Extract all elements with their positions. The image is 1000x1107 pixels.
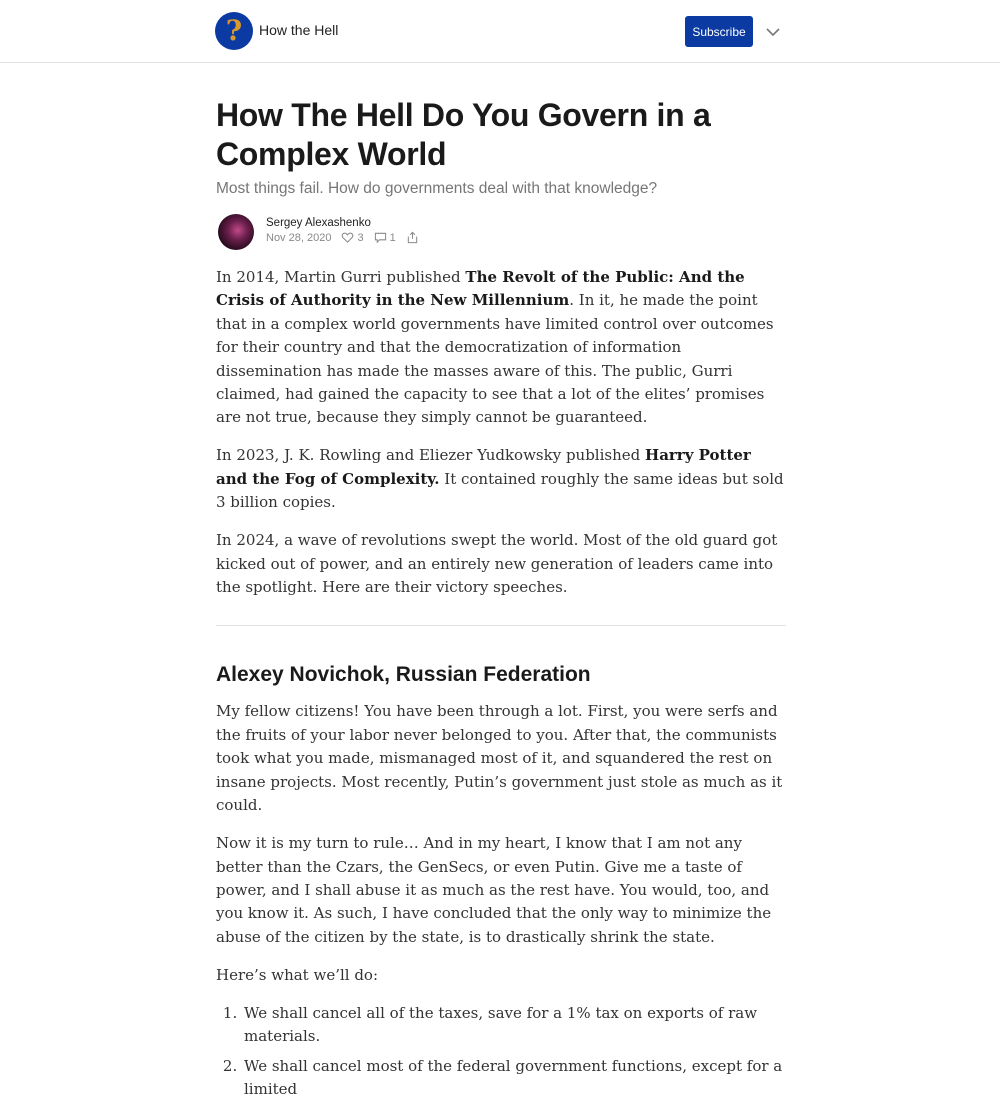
list-item: 2. We shall cancel most of the federal government functions, except for a limited [242,1055,786,1102]
article [216,96,786,1107]
book-title: The Revolt of the Public: And the Crisis of Authority in the New Millennium [216,268,745,310]
subscribe-button[interactable]: Subscribe [685,16,753,47]
list-item: 1. We shall cancel all of the taxes, save for a 1% tax on exports of raw materials. [242,1002,786,1049]
speech-paragraph: My fellow citizens! You have been through a lot. First, you were serfs and the fruits of your labor never belonged to you. After that, the communists took what you made, mismanaged most of it, and squandered the rest on insane projects. Most recently, Putin’s government just stole as much as it could. [216,702,783,815]
book-title: Harry Potter and the Fog of Complexity. [216,446,751,488]
heart-icon[interactable] [341,231,354,244]
publication-logo[interactable] [215,12,253,50]
top-navigation-bar [0,0,1000,63]
comment-icon[interactable] [374,231,387,244]
intro-paragraph: In 2014, Martin Gurri published The Revolt of the Public: And the Crisis of Authority in the New Millennium. In it, he made the point that in a complex world governments have limited control over outcomes for their country and that the democratization of information dissemination has made the masses aware of this. The public, Gurri claimed, had gained the capacity to see that a lot of the elites’ promises are not true, because they simply cannot be guaranteed. [216,268,774,427]
article-subtitle: Most things fail. How do governments deal with that knowledge? [216,180,658,197]
chevron-down-icon[interactable] [765,24,781,40]
comment-count: 1 [389,231,396,244]
policy-list [216,1002,786,1102]
speech-paragraph: Now it is my turn to rule… And in my heart, I know that I am not any better than the Czars, the GenSecs, or even Putin. Give me a taste of power, and I shall abuse it as much as the rest have. You would, too, and you know it. As such, I have concluded that the only way to minimize the abuse of the citizen by the state, is to drastically shrink the state. [216,834,772,946]
article-body [216,266,786,1101]
byline [216,214,786,254]
article-title: How The Hell Do You Govern in a Complex World [216,97,711,172]
publication-name[interactable]: How the Hell [259,22,339,38]
post-date: Nov 28, 2020 [266,231,332,244]
post-meta [266,231,422,244]
speech-paragraph: Here’s what we’ll do: [216,965,379,984]
question-mark-logo-icon: ? [225,14,243,47]
section-heading: Alexey Novichok, Russian Federation [216,663,591,687]
share-icon[interactable] [406,231,419,244]
intro-paragraph: In 2024, a wave of revolutions swept the world. Most of the old guard got kicked out of power, and an entirely new generation of leaders came into the spotlight. Here are their victory speeches. [216,531,778,597]
author-avatar[interactable] [218,214,254,250]
section-divider [216,625,786,626]
like-count: 3 [357,231,364,244]
author-name[interactable]: Sergey Alexashenko [266,217,371,229]
intro-paragraph: In 2023, J. K. Rowling and Eliezer Yudkowsky published Harry Potter and the Fog of Complexity. It contained roughly the same ideas but sold 3 billion copies. [216,446,784,512]
